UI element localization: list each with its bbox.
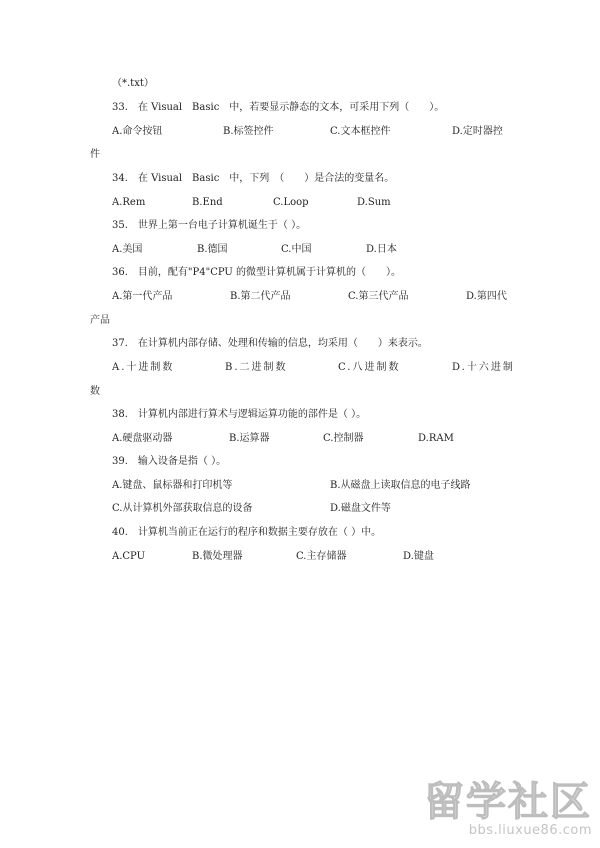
q35-option-c: C.中国 — [281, 244, 312, 255]
q40-option-b: B.微处理器 — [192, 551, 243, 562]
q36-option-d: D.第四代 — [466, 291, 507, 302]
q40-option-a: A.CPU — [112, 551, 146, 562]
q33-wrap: 件 — [90, 149, 100, 160]
q33-option-b: B.标签控件 — [223, 126, 274, 137]
q37-option-a: A.十进制数 — [112, 362, 175, 373]
q34-option-b: B.End — [192, 197, 223, 208]
q37-option-c: C.八进制数 — [338, 362, 401, 373]
q39-option-d: D.磁盘文件等 — [330, 503, 391, 514]
question-39: 39. 输入设备是指（ ）。 — [112, 456, 227, 467]
q33-option-c: C.文本框控件 — [330, 126, 391, 137]
q38-option-c: C.控制器 — [323, 433, 364, 444]
q38-option-b: B.运算器 — [229, 433, 270, 444]
q39-option-b: B.从磁盘上读取信息的电子线路 — [330, 480, 471, 491]
q36-option-a: A.第一代产品 — [112, 291, 173, 302]
q33-option-d: D.定时器控 — [452, 126, 503, 137]
q35-option-d: D.日本 — [366, 244, 397, 255]
question-33: 33. 在 Visual Basic 中，若要显示静态的文本，可采用下列（ ）。 — [112, 102, 445, 113]
question-37: 37. 在计算机内部存储、处理和传输的信息，均采用（ ）来表示。 — [112, 338, 428, 349]
q37-option-d: D.十六进制 — [452, 362, 515, 373]
q36-option-b: B.第二代产品 — [230, 291, 291, 302]
question-38: 38. 计算机内部进行算术与逻辑运算功能的部件是（ ）。 — [112, 409, 367, 420]
q39-option-c: C.从计算机外部获取信息的设备 — [112, 503, 253, 514]
question-34: 34. 在 Visual Basic 中，下列 （ ）是合法的变量名。 — [112, 173, 395, 184]
q34-option-c: C.Loop — [273, 197, 309, 208]
watermark-logo-text: 留学社区 — [424, 779, 592, 825]
q39-option-a: A.键盘、鼠标器和打印机等 — [112, 480, 233, 491]
q35-option-a: A.美国 — [112, 244, 143, 255]
q40-option-d: D.键盘 — [403, 551, 434, 562]
q37-option-b: B.二进制数 — [225, 362, 288, 373]
question-35: 35. 世界上第一台电子计算机诞生于（ ）。 — [112, 220, 307, 231]
q36-option-c: C.第三代产品 — [348, 291, 409, 302]
watermark-url: bbs.liuxue86.com — [468, 823, 592, 838]
q35-option-b: B.德国 — [197, 244, 228, 255]
q38-option-d: D.RAM — [418, 433, 454, 444]
header-fragment: （*.txt） — [112, 78, 154, 89]
site-watermark — [424, 780, 592, 838]
question-40: 40. 计算机当前正在运行的程序和数据主要存放在（ ）中。 — [112, 527, 382, 538]
q34-option-d: D.Sum — [357, 197, 391, 208]
question-36: 36. 目前，配有"P4"CPU 的微型计算机属于计算机的（ ）。 — [112, 267, 402, 278]
q38-option-a: A.硬盘驱动器 — [112, 433, 173, 444]
q33-option-a: A.命令按钮 — [112, 126, 163, 137]
q36-wrap: 产品 — [90, 315, 110, 326]
q37-wrap: 数 — [90, 386, 100, 397]
q34-option-a: A.Rem — [112, 197, 146, 208]
q40-option-c: C.主存储器 — [296, 551, 347, 562]
